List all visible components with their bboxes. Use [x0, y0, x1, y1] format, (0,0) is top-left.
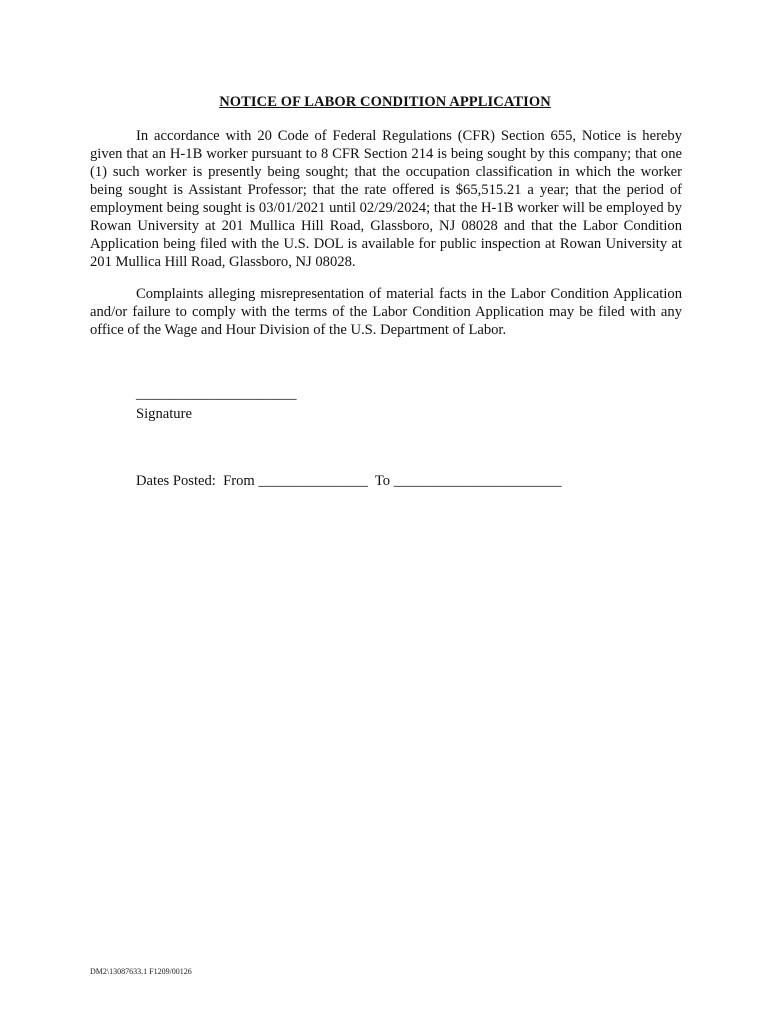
- notice-paragraph: In accordance with 20 Code of Federal Regulations (CFR) Section 655, Notice is hereby given that an H-1B worker pursuant to 8 CFR Section 214 is being sought by this company; that one (1) such worker is presently being sought; that the occupation classification in which the worker being sought is Assistant Professor; that the rate offered is $65,515.21 a year; that the period of employment being sought is 03/01/2021 until 02/29/2024; that the H-1B worker will be employed by Rowan University at 201 Mullica Hill Road, Glassboro, NJ 08028 and that the Labor Condition Application being filed with the U.S. DOL is available for public inspection at Rowan University at 201 Mullica Hill Road, Glassboro, NJ 08028.: [90, 128, 682, 270]
- signature-line: ______________________: [136, 386, 297, 402]
- signature-label: Signature: [136, 406, 192, 422]
- document-footer-id: DM2\13087633.1 F1209/00126: [90, 967, 192, 976]
- complaints-paragraph: Complaints alleging misrepresentation of material facts in the Labor Condition Application and/or failure to comply with the terms of the Labor Condition Application may be filed with any office of the Wage and Hour Division of the U.S. Department of Labor.: [90, 286, 682, 338]
- dates-posted-line: Dates Posted: From _______________ To _______________________: [136, 473, 562, 489]
- document-title: NOTICE OF LABOR CONDITION APPLICATION: [219, 94, 551, 110]
